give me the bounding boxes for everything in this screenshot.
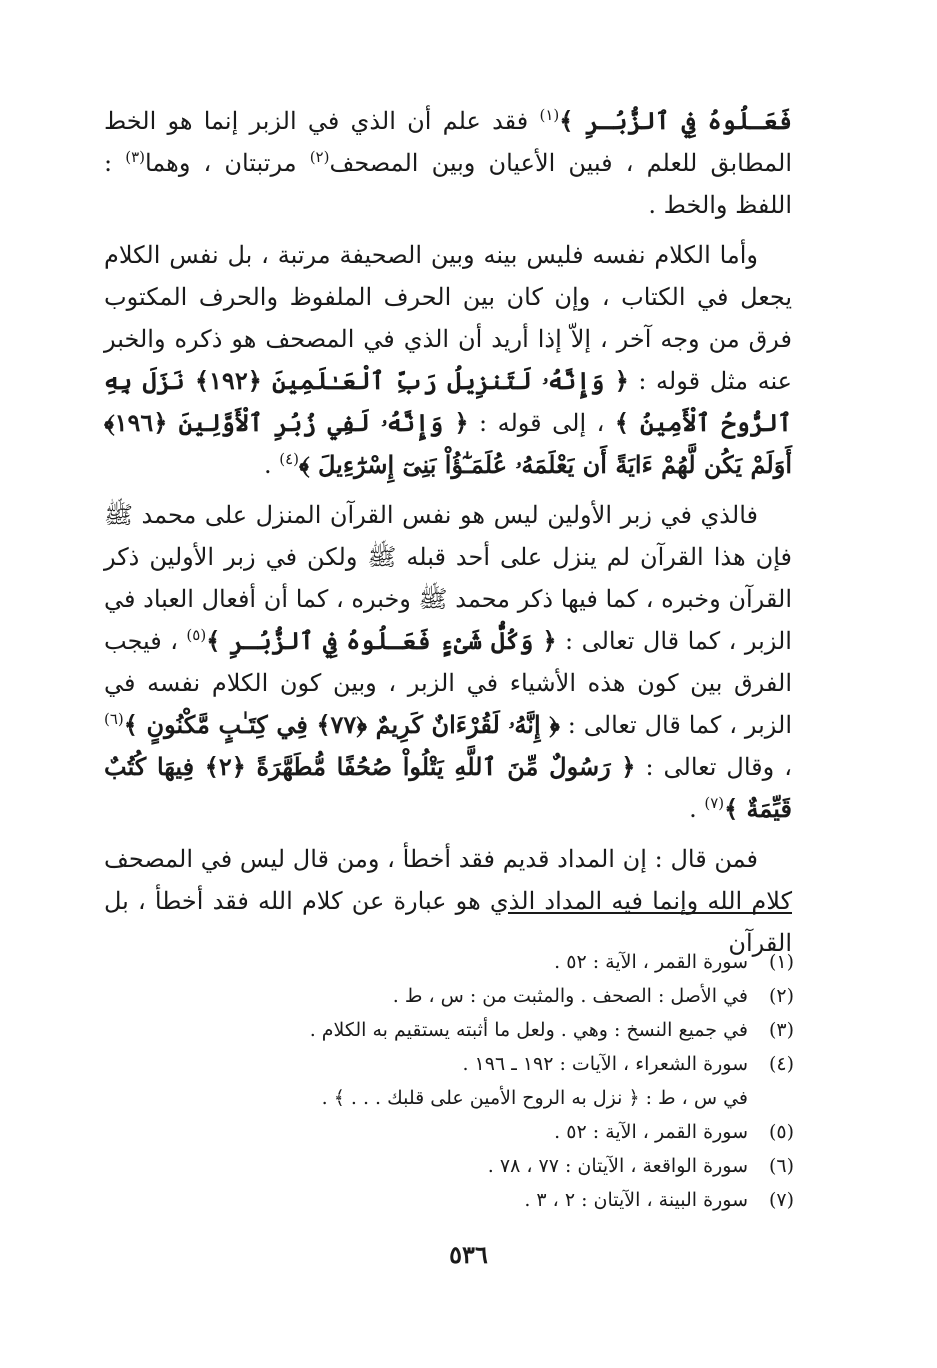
paragraph-1 <box>104 100 792 226</box>
main-text <box>104 100 792 972</box>
paragraph-text: . <box>263 451 272 479</box>
paragraph-text: ، وقال تعالى : <box>645 753 792 781</box>
footnote-text: سورة القمر ، الآية : ٥٢ . <box>554 1121 748 1143</box>
footnote-ref-4[interactable]: (٤) <box>279 450 299 468</box>
quran-quote: ﴿ وَإِنَّهُۥ لَفِي زُبُرِ ٱلْأَوَّلِينَ ﴿١٩٦﴾ أَوَلَمْ يَكُن لَّهُمْ ءَايَةً أَن يَعْلَمَهُۥ عُلَمَـٰٓؤُاْ بَنِىٓ إِسْرَٰٓءِيلَ ﴾ <box>104 408 792 479</box>
footnote-text: في الأصل : الصحف . والمثبت من : س ، ط . <box>392 985 748 1007</box>
footnote-text: سورة الواقعة ، الآيتان : ٧٧ ، ٧٨ . <box>487 1155 748 1177</box>
footnote-number: (١) <box>768 951 794 973</box>
footnote-text: سورة البينة ، الآيتان : ٢ ، ٣ . <box>524 1189 748 1211</box>
paragraph-text: وأما الكلام نفسه فليس بينه وبين الصحيفة مرتبة ، بل نفس الكلام يجعل في الكتاب ، وإن كان بين الحرف الملفوظ والحرف المكتوب فرق من وجه آخر ، إلاّ إذا أريد أن الذي في المصحف هو ذكره والخبر عنه مثل قوله : <box>104 241 793 395</box>
footnote-text: في جميع النسخ : وهي . ولعل ما أثبته يستقيم به الكلام . <box>309 1019 748 1041</box>
paragraph-text: ، فيجب الفرق بين كون هذه الأشياء في الزبر ، وبين كون الكلام نفسه في الزبر ، كما قال تعالى : <box>104 627 792 739</box>
footnote-item <box>104 1149 794 1183</box>
footnote-text: سورة القمر ، الآية : ٥٢ . <box>554 951 748 973</box>
quran-quote: ﴿ وَإِنَّهُۥ لَتَنزِيلُ رَبِّ ٱلْعَـٰلَمِينَ ﴿١٩٢﴾ نَزَلَ بِهِ ٱلرُّوحُ ٱلْأَمِينُ ﴾ <box>104 366 792 437</box>
footnote-number: (٥) <box>768 1121 794 1143</box>
paragraph-3 <box>104 494 792 830</box>
footnote-item <box>104 979 794 1013</box>
quran-quote: ﴿ وَكُلُّ شَىْءٍ فَعَـلُوهُ فِي ٱلزُّبُـرِ ﴾ <box>206 626 557 655</box>
footnote-item <box>104 1013 794 1047</box>
page-number: ٥٣٦ <box>449 1240 488 1269</box>
footnote-ref-3[interactable]: (٣) <box>125 148 145 166</box>
footnotes <box>104 945 794 1217</box>
paragraph-text: . <box>689 795 697 823</box>
footnote-item <box>104 1047 794 1081</box>
footnote-number: (٦) <box>768 1155 794 1177</box>
footnote-item <box>104 945 794 979</box>
paragraph-text: : اللفظ والخط . <box>104 149 792 219</box>
footnote-continuation: في س ، ط : ﴿ نزل به الروح الأمين على قلبك . . . ﴾ . <box>321 1087 748 1109</box>
footnote-number: (٤) <box>768 1053 794 1075</box>
footnote-ref-1[interactable]: (١) <box>539 106 560 124</box>
paragraph-text: مرتبتان ، وهما <box>144 149 297 177</box>
paragraph-text: فالذي في زبر الأولين ليس هو نفس القرآن المنزل على محمد ﷺ فإن هذا القرآن لم ينزل على أحد قبله ﷺ ولكن في زبر الأولين ذكر القرآن وخبره ، كما فيها ذكر محمد ﷺ وخبره ، كما أن أفعال العباد في الزبر ، كما قال تعالى : <box>104 501 792 655</box>
footnote-ref-2[interactable]: (٢) <box>309 148 330 166</box>
footnote-text: سورة الشعراء ، الآيات : ١٩٢ ـ ١٩٦ . <box>462 1053 748 1075</box>
footnote-ref-7[interactable]: (٧) <box>704 794 725 812</box>
paragraph-2 <box>104 234 792 486</box>
footnote-number: (٢) <box>768 985 794 1007</box>
footnote-ref-5[interactable]: (٥) <box>186 626 207 644</box>
quran-quote: فَعَـلُوهُ فِي ٱلزُّبُـرِ ﴾ <box>559 106 792 135</box>
footnote-number: (٧) <box>768 1189 794 1211</box>
paragraph-text: فقد علم أن الذي في الزبر إنما هو الخط المطابق للعلم ، فبين الأعيان وبين المصحف <box>104 107 792 177</box>
quran-quote: ﴿ إِنَّهُۥ لَقُرْءَانٌ كَرِيمٌ ﴿٧٧﴾ فِي كِتَـٰبٍ مَّكْنُونٍ ﴾ <box>123 710 560 739</box>
paragraph-text: فمن قال : إن المداد قديم فقد أخطأ ، ومن قال ليس في المصحف كلام الله وإنما فيه المداد الذي هو عبارة عن كلام الله فقد أخطأ ، بل القرآن <box>104 845 792 957</box>
footnote-item <box>104 1115 794 1149</box>
paragraph-text: ، إلى قوله : <box>479 409 605 437</box>
footnote-ref-6[interactable]: (٦) <box>104 710 124 728</box>
footnote-separator <box>508 912 792 914</box>
footnote-item <box>104 1183 794 1217</box>
quran-quote: ﴿ رَسُولٌ مِّنَ ٱللَّهِ يَتْلُواْ صُحُفًا مُّطَهَّرَةً ﴿٢﴾ فِيهَا كُتُبٌ قَيِّمَةٌ ﴾ <box>104 752 792 823</box>
footnote-number: (٣) <box>768 1019 794 1041</box>
